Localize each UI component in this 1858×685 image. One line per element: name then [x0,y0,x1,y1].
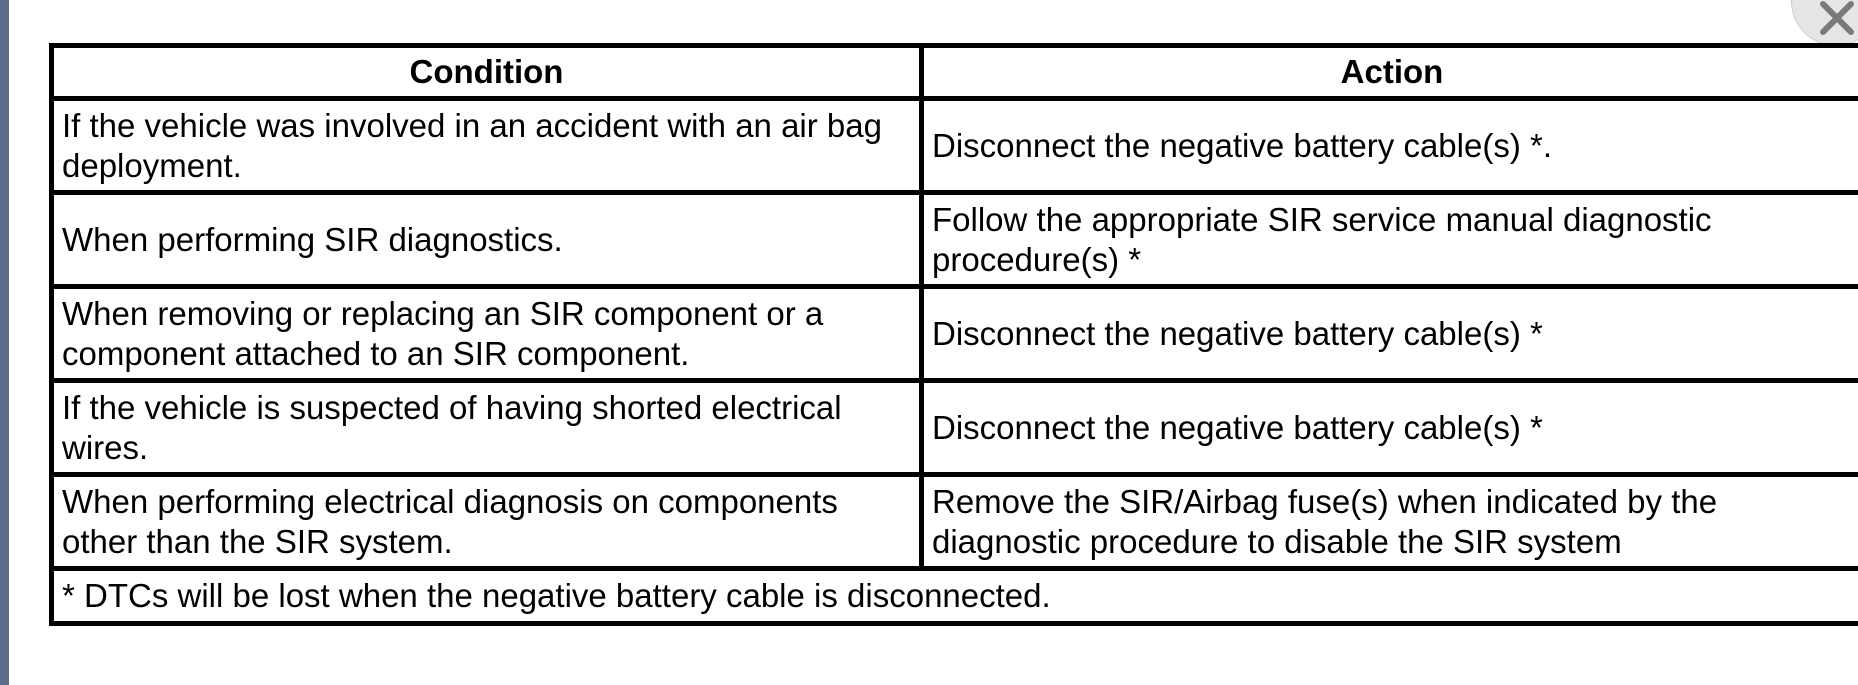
condition-cell: If the vehicle was involved in an accident with an air bag deployment. [52,99,922,193]
condition-cell: If the vehicle is suspected of having shorted electrical wires. [52,381,922,475]
close-icon [1820,1,1854,35]
sir-precautions-table [49,43,1858,626]
condition-cell: When performing SIR diagnostics. [52,193,922,287]
action-cell: Disconnect the negative battery cable(s) * [922,381,1858,475]
condition-cell: When removing or replacing an SIR component or a component attached to an SIR component. [52,287,922,381]
table-row [52,287,1858,381]
table-row [52,193,1858,287]
window-left-edge [0,0,9,685]
action-cell: Disconnect the negative battery cable(s) *. [922,99,1858,193]
table-header-row [52,46,1858,99]
condition-cell: When performing electrical diagnosis on components other than the SIR system. [52,475,922,569]
table-row [52,99,1858,193]
action-cell: Follow the appropriate SIR service manual diagnostic procedure(s) * [922,193,1858,287]
column-header-condition: Condition [52,46,922,99]
table-row [52,475,1858,569]
column-header-action: Action [922,46,1858,99]
footnote-text: * DTCs will be lost when the negative battery cable is disconnected. [52,569,1858,624]
action-cell: Disconnect the negative battery cable(s) * [922,287,1858,381]
table-row [52,381,1858,475]
close-button[interactable] [1791,0,1858,46]
action-cell: Remove the SIR/Airbag fuse(s) when indicated by the diagnostic procedure to disable the SIR system [922,475,1858,569]
footnote-row [52,569,1858,624]
